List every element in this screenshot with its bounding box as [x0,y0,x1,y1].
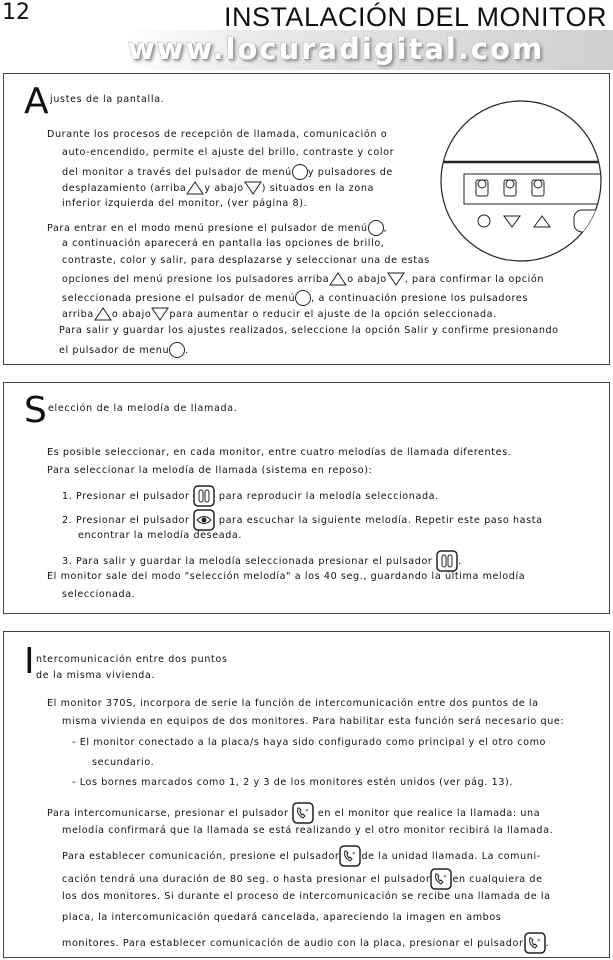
intercom-button-icon [430,868,452,890]
section-initial: I [24,641,35,682]
s3-line8: Para establecer comunicación, presione el pulsador » de la unidad llamada. La comuni- [62,845,541,867]
svg-text:»: » [443,873,448,880]
down-arrow-icon [151,307,169,321]
s2-line5: encontrar la melodía deseada. [78,530,243,541]
s2-line2: Para seleccionar la melodía de llamada (sistema en reposo): [47,465,373,476]
section-heading: ntercomunicación entre dos puntos [36,654,228,665]
section-intercom [3,631,610,958]
s3-line4: secundario. [92,757,155,768]
section-heading: justes de la pantalla. [50,94,165,105]
s2-line7: El monitor sale del modo "selección melodía" a los 40 seg., guardando la última melodía [47,571,526,582]
watermark: www.locuradigital.com [128,32,545,66]
melody-button-icon [193,485,215,507]
s1-line8: contraste, color y salir, para desplazarse y seleccionar una de estas [62,255,430,266]
s1-line7: a continuación aparecerá en pantalla las opciones de brillo, [62,238,385,249]
s2-line3: 1. Presionar el pulsador para reproducir la melodía seleccionada. [62,485,439,507]
s1-line4: desplazamiento (arriba y abajo ) situados en la zona [62,183,374,194]
section-heading: elección de la melodía de llamada. [48,403,238,414]
page-title: INSTALACIÓN DEL MONITOR [223,2,607,32]
menu-button-icon [169,342,185,358]
svg-text:»: » [536,937,541,944]
down-arrow-icon [387,272,405,286]
s3-line5: - Los bornes marcados como 1, 2 y 3 de los monitores estén unidos (ver pág. 13). [72,777,514,788]
s3-line10: los dos monitores. Si durante el proceso de intercomunicación se recibe una llamada de la [62,891,551,902]
menu-button-icon [295,290,311,306]
s1-line13: el pulsador de menu . [59,342,189,358]
eye-button-icon [193,509,215,531]
s2-line8: seleccionada. [62,589,136,600]
s2-line6: 3. Para salir y guardar la melodía seleccionada presionar el pulsador . [62,550,462,572]
down-arrow-icon [244,181,262,195]
svg-text:»: » [352,850,357,857]
s3-line12: monitores. Para establecer comunicación de audio con la placa, presionar el pulsador » . [62,932,549,954]
intercom-button-icon [339,845,361,867]
slot-buttons [476,180,544,196]
s1-line1: Durante los procesos de recepción de llamada, comunicación o [47,129,388,140]
section-initial: A [24,81,49,122]
s1-line9: opciones del menú presione los pulsadores arriba o abajo , para confirmar la opción [62,274,544,285]
s1-line10: seleccionada presione el pulsador de menú , a continuación presione los pulsadores [62,290,528,306]
menu-button-icon [368,220,384,236]
melody-button-icon [436,550,458,572]
monitor-buttons-illustration [436,96,606,266]
s1-line6: Para entrar en el modo menú presione el pulsador de menú , [47,220,387,236]
s3-line7: melodía confirmará que la llamada se está realizando y el otro monitor recibirá la llamada. [62,825,554,836]
s1-line5: inferior izquierda del monitor, (ver página 8). [62,198,308,209]
s3-line3: - El monitor conectado a la placa/s haya sido configurado como principal y el otro como [72,737,547,748]
menu-button-icon [292,164,308,180]
svg-text:»: » [305,807,310,814]
page-number: 12 [2,0,30,25]
s1-line11: arriba o abajo para aumentar o reducir el ajuste de la opción seleccionada. [62,309,497,320]
intercom-button-icon [292,802,314,824]
s2-line4: 2. Presionar el pulsador para escuchar la siguiente melodía. Repetir este paso hasta [62,509,543,531]
s3-line2: misma vivienda en equipos de dos monitores. Para habilitar esta función será necesario que: [62,716,565,727]
s3-line6: Para intercomunicarse, presionar el pulsador » en el monitor que realice la llamada: una [47,802,540,824]
s1-line2: auto-encendido, permite el ajuste del brillo, contraste y color [62,147,395,158]
s1-line12: Para salir y guardar los ajustes realizados, seleccione la opción Salir y confirme presionando [59,325,559,336]
section-heading-2: de la misma vivienda. [36,670,156,681]
up-arrow-icon [186,181,204,195]
s1-line3: del monitor a través del pulsador de menú y pulsadores de [62,164,393,180]
section-melody [3,382,610,614]
intercom-button-icon [524,932,546,954]
section-initial: S [24,390,47,431]
s3-line11: placa, la intercomunicación quedará cancelada, apareciendo la imagen en ambos [62,912,502,923]
section-screen-adjust [3,73,610,365]
s2-line1: Es posible seleccionar, en cada monitor, entre cuatro melodías de llamada diferentes. [47,447,512,458]
up-arrow-icon [94,307,112,321]
s3-line1: El monitor 370S, incorpora de serie la función de intercomunicación entre dos puntos de la [47,698,539,709]
up-arrow-icon [329,272,347,286]
s3-line9: cación tendrá una duración de 80 seg. o hasta presionar el pulsador » en cualquiera de [62,868,543,890]
